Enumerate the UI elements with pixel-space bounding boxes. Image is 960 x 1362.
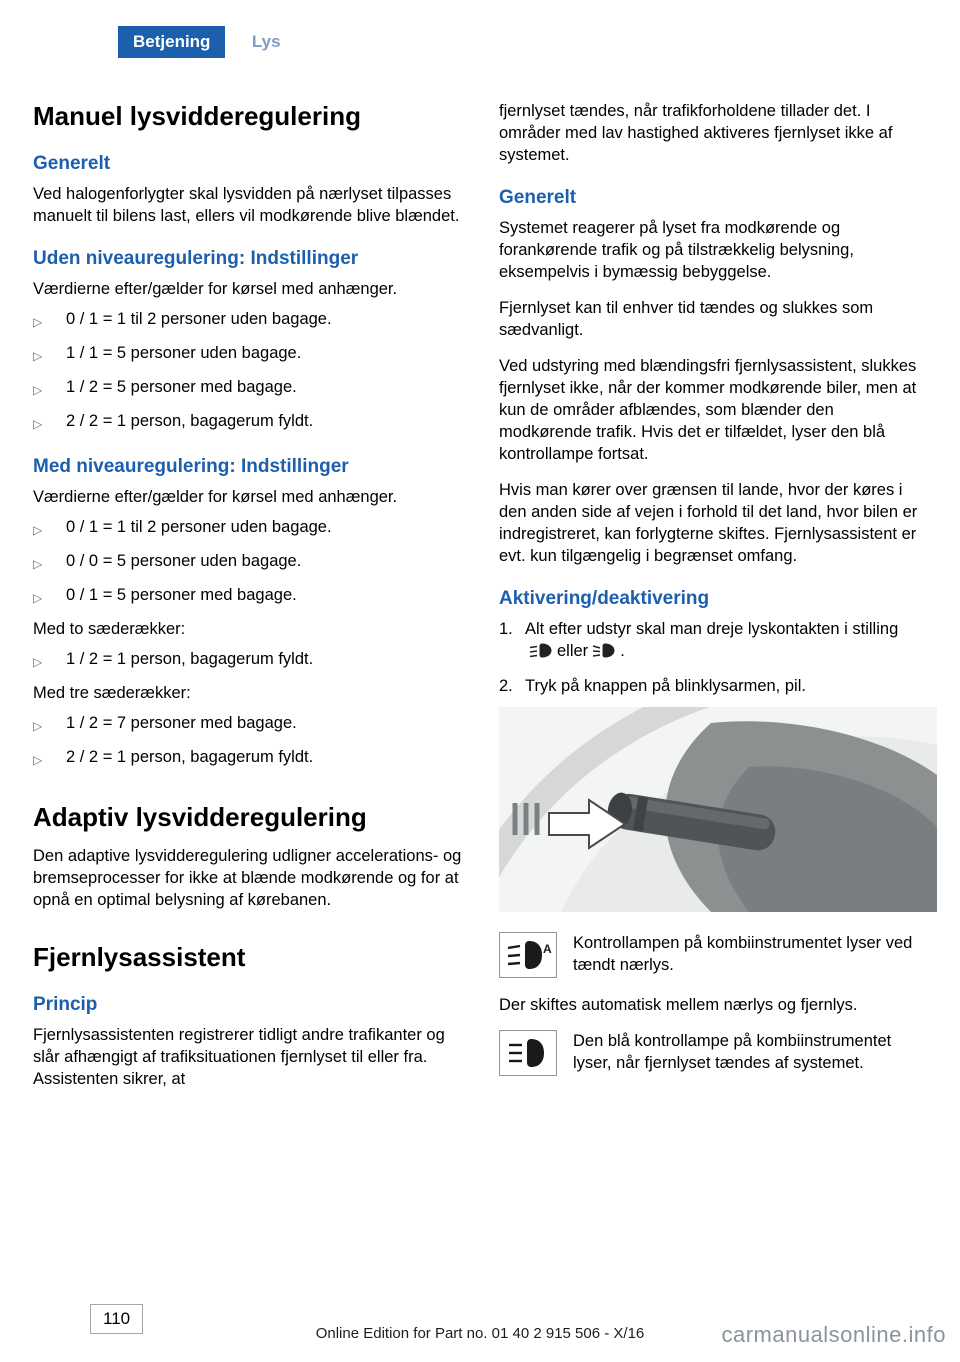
paragraph: Ved udstyring med blændingsfri fjernlysassistent, slukkes fjernlyset ikke, når der kommer modkørende biler, men at kun de områder afblændes, som blænder den modkørende trafik. Hvis det er tilfældet, lyser den blå kontrollampe fortsat. [499,357,917,463]
paragraph: Værdierne efter/gælder for kørsel med anhænger. [33,488,398,506]
step-number: 1. [499,620,513,638]
list-item [33,550,462,575]
indicator-note [499,1030,928,1076]
list-item-text: 0 / 1 = 5 personer med bagage. [66,586,297,604]
section-tab: Betjening [118,26,225,58]
list-item-text: 1 / 2 = 5 personer med bagage. [66,378,297,396]
list-item [33,712,462,737]
list-item [33,342,462,367]
list-item [33,410,462,435]
list-item [33,308,462,333]
triangle-bullet-icon: ▷ [33,383,43,397]
list-item [33,648,462,673]
list-item-text: 0 / 1 = 1 til 2 personer uden bagage. [66,310,332,328]
high-beam-assistant-indicator-icon [499,932,557,978]
paragraph: Ved halogenforlygter skal lysvidden på nærlyset tilpasses manuelt til bilens last, ellers vil modkørende blive blændet. [33,185,460,225]
step-text-part: Alt efter udstyr skal man dreje lyskontakten i stilling [525,620,899,638]
list-item-text: 1 / 1 = 5 personer uden bagage. [66,344,302,362]
step-text-part: . [620,642,625,660]
list-item [33,516,462,541]
list-item [33,376,462,401]
triangle-bullet-icon: ▷ [33,349,43,363]
header-divider [118,59,900,60]
low-beam-switch-position-icon [529,642,553,665]
paragraph: Fjernlysassistenten registrerer tidligt andre trafikanter og slår afhængigt af trafiksituationen fjernlyset til eller fra. Assistenten sikrer, at [33,1026,445,1088]
watermark: carmanualsonline.info [721,1322,946,1347]
content-columns [33,100,928,1104]
list-item-text: 2 / 2 = 1 person, bagagerum fyldt. [66,748,314,766]
triangle-bullet-icon: ▷ [33,557,43,571]
heading-princip: Princip [33,994,98,1015]
subsection-label: Lys [251,32,281,51]
page-header [118,26,900,58]
svg-text:A: A [543,942,552,956]
triangle-bullet-icon: ▷ [33,655,43,669]
left-column [33,100,462,1104]
paragraph: Den adaptive lysvidderegulering udligner accelerations- og bremseprocesser for ikke at blænde modkørende og for at opnå en optimal belysning af kørebanen. [33,847,462,909]
step-text-part: eller [557,642,589,660]
triangle-bullet-icon: ▷ [33,417,43,431]
paragraph: fjernlyset tændes, når trafikforholdene tillader det. I områder med lav hastighed aktiveres fjernlyset ikke af systemet. [499,102,893,164]
list-item-text: 1 / 2 = 7 personer med bagage. [66,714,297,732]
indicator-text: Den blå kontrollampe på kombiinstrumentet lyser, når fjernlyset tændes af systemet. [573,1032,892,1072]
heading-manuel-lysvidderegulering: Manuel lysvidderegulering [33,101,361,131]
step-text [525,618,928,665]
heading-adaptiv-lysvidderegulering: Adaptiv lysvidderegulering [33,802,367,832]
paragraph: Hvis man kører over grænsen til lande, hvor der køres i den anden side af vejen i forhold til det land, hvor bilen er indregistreret, kan forlygterne skiftes. Fjernlysassistent er evt. kun tilgængelig i begrænset omfang. [499,481,918,565]
auto-headlight-switch-position-icon [592,642,616,665]
heading-generelt-left: Generelt [33,153,111,174]
triangle-bullet-icon: ▷ [33,591,43,605]
list-item [33,746,462,771]
paragraph: Der skiftes automatisk mellem nærlys og fjernlys. [499,996,858,1014]
step-number: 2. [499,677,513,695]
list-item-text: 1 / 2 = 1 person, bagagerum fyldt. [66,650,314,668]
list-item-text: 2 / 2 = 1 person, bagagerum fyldt. [66,412,314,430]
triangle-bullet-icon: ▷ [33,315,43,329]
triangle-bullet-icon: ▷ [33,753,43,767]
paragraph: Med to sæderækker: [33,620,186,638]
heading-fjernlysassistent: Fjernlysassistent [33,942,246,972]
numbered-step [499,675,928,697]
heading-uden-niveauregulering: Uden niveauregulering: Indstillinger [33,248,359,269]
turn-signal-stalk-illustration [499,707,937,912]
heading-med-niveauregulering: Med niveauregulering: Indstillinger [33,456,349,477]
step-text: Tryk på knappen på blinklysarmen, pil. [525,677,806,695]
page-number: 110 [90,1304,143,1334]
indicator-text: Kontrollampen på kombiinstrumentet lyser ved tændt nærlys. [573,934,913,974]
paragraph: Fjernlyset kan til enhver tid tændes og slukkes som sædvanligt. [499,299,874,339]
list-item [33,584,462,609]
numbered-step [499,618,928,665]
list-item-text: 0 / 1 = 1 til 2 personer uden bagage. [66,518,332,536]
right-column [499,100,928,1104]
triangle-bullet-icon: ▷ [33,523,43,537]
high-beam-indicator-icon [499,1030,557,1076]
edition-note: Online Edition for Part no. 01 40 2 915 506 - X/16 [315,1325,645,1342]
paragraph: Værdierne efter/gælder for kørsel med anhænger. [33,280,398,298]
list-item-text: 0 / 0 = 5 personer uden bagage. [66,552,302,570]
indicator-note [499,932,928,978]
paragraph: Systemet reagerer på lyset fra modkørende og forankørende trafik og på tilstrækkelig belysning, eksempelvis i bymæssig bebyggelse. [499,219,854,281]
heading-aktivering-deaktivering: Aktivering/deaktivering [499,588,710,609]
triangle-bullet-icon: ▷ [33,719,43,733]
heading-generelt-right: Generelt [499,187,577,208]
paragraph: Med tre sæderækker: [33,684,191,702]
